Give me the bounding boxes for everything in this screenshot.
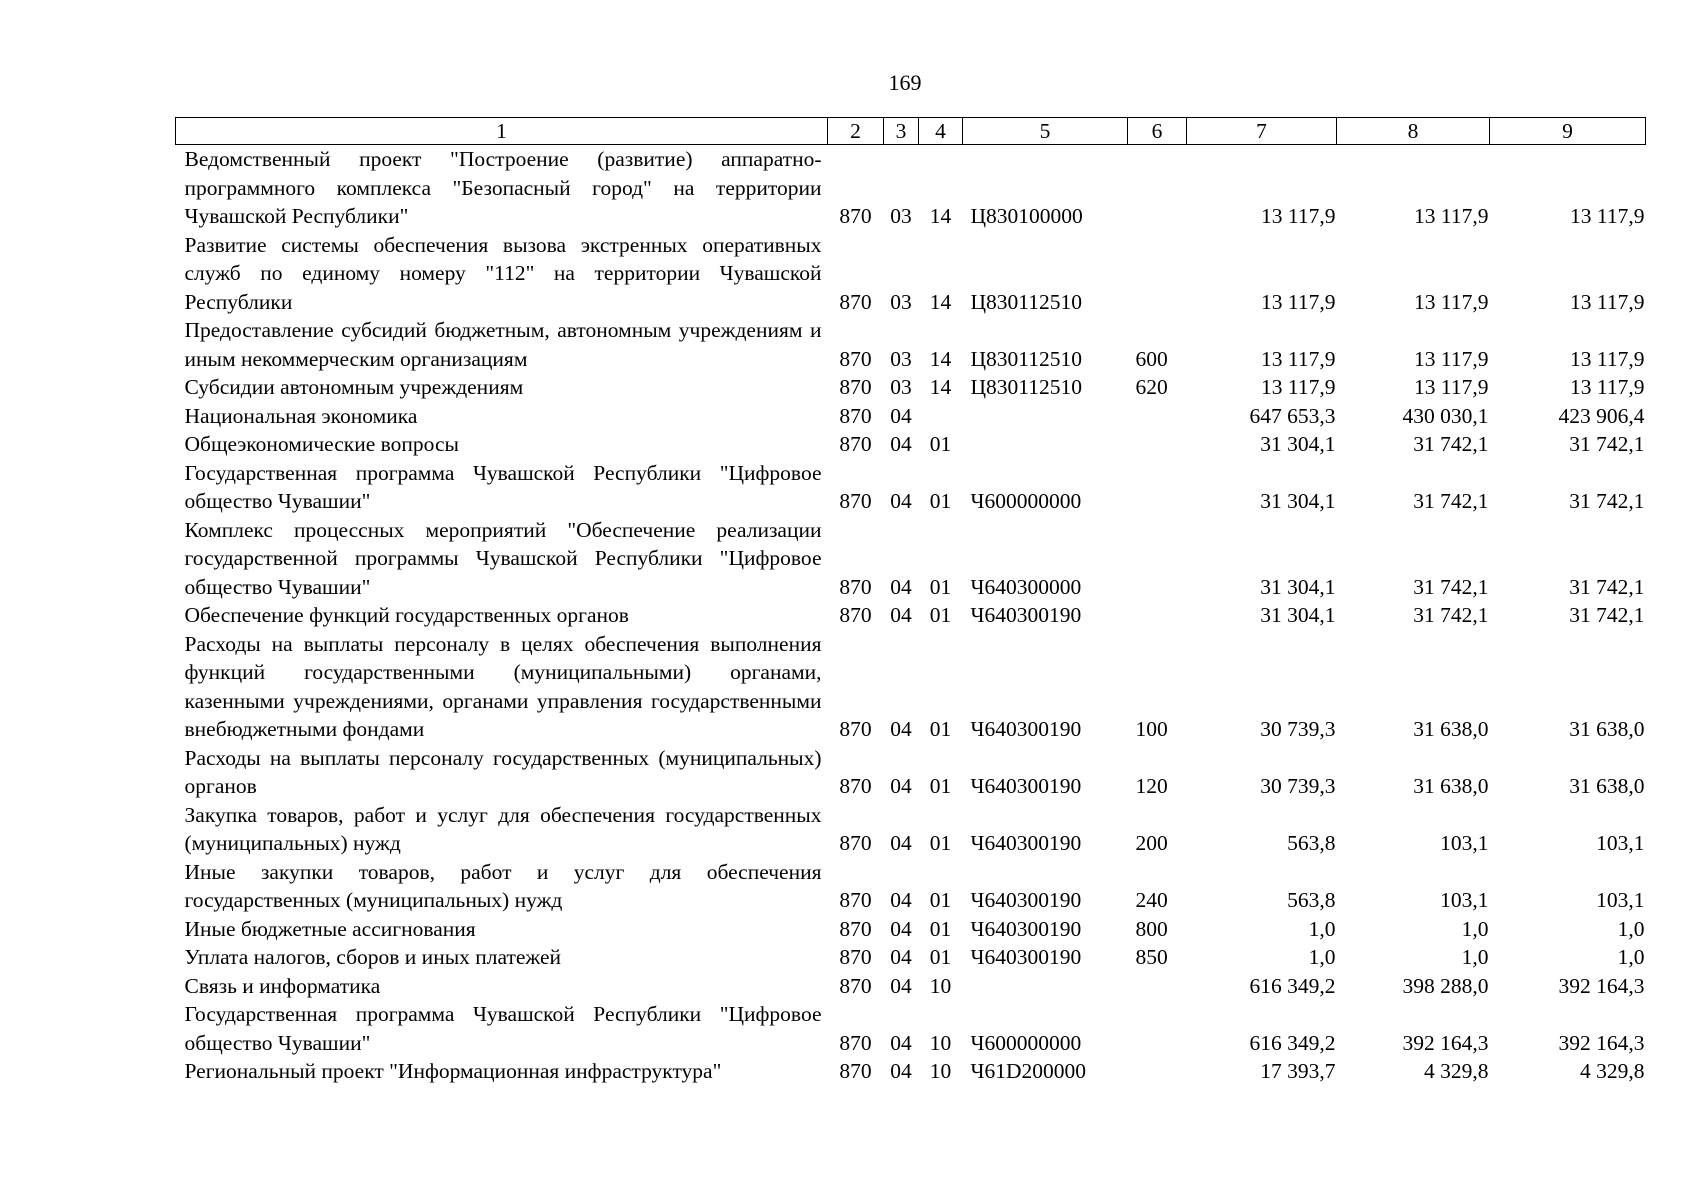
amount-year3-cell: 392 164,3 [1558,973,1645,998]
row-name-cell: Государственная программа Чувашской Республики "Цифровое общество Чувашии" [184,1002,822,1055]
amount-year2-cell: 1,0 [1461,916,1489,941]
subsection-code-cell [919,402,963,431]
amount-year1-cell: 31 304,1 [1260,574,1336,599]
grbs-code-cell: 870 [839,1030,872,1055]
subsection-code-cell: 01 [929,916,952,941]
subsection-code-cell: 14 [929,375,952,399]
amount-year1-cell: 563,8 [1287,888,1336,912]
amount-year1-cell: 13 117,9 [1261,204,1336,228]
amount-year1-cell: 31 304,1 [1260,603,1336,627]
expense-type-cell: 600 [1135,346,1168,371]
amount-year3-cell: 31 742,1 [1569,432,1645,456]
table-row [176,858,1646,915]
column-header-8: 8 [1337,118,1490,145]
amount-year3-cell: 423 906,4 [1558,403,1645,428]
subsection-code-cell: 14 [929,204,952,228]
column-header-5: 5 [963,118,1128,145]
target-article-cell: Ц830112510 [970,346,1082,371]
grbs-code-cell: 870 [839,574,872,599]
amount-year2-cell: 13 117,9 [1414,289,1489,314]
target-article-cell: Ч61D200000 [970,1059,1086,1083]
table-row [176,1000,1646,1057]
column-header-4: 4 [919,118,963,145]
expense-type-cell [1128,430,1187,459]
amount-year2-cell: 31 742,1 [1413,603,1489,627]
row-name-cell: Комплекс процессных мероприятий "Обеспечение реализации государственной программы Чувашской Республики "Цифровое общество Чувашии" [184,517,822,599]
table-row [176,516,1646,602]
section-code-cell: 04 [890,717,912,741]
amount-year2-cell: 31 742,1 [1413,432,1489,456]
grbs-code-cell: 870 [839,375,872,399]
amount-year3-cell: 1,0 [1617,945,1645,969]
expense-type-cell [1128,1057,1187,1086]
subsection-code-cell: 01 [929,432,952,456]
expense-type-cell: 100 [1135,717,1168,741]
subsection-code-cell: 01 [929,489,952,513]
grbs-code-cell: 870 [839,774,872,798]
amount-year3-cell: 1,0 [1617,916,1645,941]
expense-type-cell [1128,231,1187,317]
target-article-cell [963,430,1128,459]
column-header-3: 3 [884,118,919,145]
amount-year2-cell: 103,1 [1440,888,1489,912]
amount-year3-cell: 31 742,1 [1569,574,1645,599]
amount-year3-cell: 4 329,8 [1580,1059,1645,1083]
grbs-code-cell: 870 [839,888,872,912]
expense-type-cell: 620 [1135,375,1168,399]
target-article-cell: Ч640300190 [970,888,1082,912]
amount-year2-cell: 31 742,1 [1413,489,1489,513]
target-article-cell: Ч640300190 [970,831,1082,855]
amount-year1-cell: 31 304,1 [1260,432,1336,456]
table-row [176,145,1646,231]
row-name-cell: Ведомственный проект "Построение (развитие) аппаратно-программного комплекса "Безопасный город" на территории Чувашской Республики" [184,147,822,228]
expense-type-cell [1128,516,1187,602]
row-name-cell: Расходы на выплаты персоналу в целях обеспечения выполнения функций государственными (муниципальными) органами, казенными учреждениями, органами управления государственными внебюджетными фондами [184,631,822,741]
subsection-code-cell: 14 [929,346,952,371]
subsection-code-cell: 10 [929,1030,952,1055]
section-code-cell: 04 [890,403,912,428]
amount-year1-cell: 13 117,9 [1261,289,1336,314]
amount-year2-cell: 4 329,8 [1424,1059,1489,1083]
amount-year3-cell: 31 742,1 [1569,489,1645,513]
table-row [176,601,1646,630]
table-row [176,373,1646,402]
grbs-code-cell: 870 [839,432,872,456]
table-row [176,316,1646,373]
page-number: 169 [888,70,922,95]
subsection-code-cell: 01 [929,603,952,627]
expense-type-cell [1128,145,1187,231]
expense-type-cell: 120 [1135,774,1168,798]
grbs-code-cell: 870 [839,204,872,228]
amount-year3-cell: 31 638,0 [1569,774,1645,798]
target-article-cell: Ц830112510 [970,375,1082,399]
amount-year1-cell: 17 393,7 [1260,1059,1336,1083]
row-name-cell: Иные бюджетные ассигнования [184,916,476,941]
table-row [176,430,1646,459]
target-article-cell: Ч640300190 [970,945,1082,969]
target-article-cell: Ч600000000 [970,489,1082,513]
amount-year1-cell: 30 739,3 [1260,774,1336,798]
grbs-code-cell: 870 [839,945,872,969]
row-name-cell: Обеспечение функций государственных органов [184,603,629,627]
grbs-code-cell: 870 [839,1059,872,1083]
table-body [176,145,1646,1086]
table-row [176,943,1646,972]
amount-year1-cell: 13 117,9 [1261,375,1336,399]
grbs-code-cell: 870 [839,289,872,314]
row-name-cell: Расходы на выплаты персоналу государственных (муниципальных) органов [184,745,822,798]
target-article-cell: Ч640300190 [970,717,1082,741]
row-name-cell: Общеэкономические вопросы [184,432,459,456]
row-name-cell: Субсидии автономным учреждениям [184,375,524,399]
table-row [176,630,1646,744]
subsection-code-cell: 01 [929,888,952,912]
section-code-cell: 04 [890,574,912,599]
amount-year3-cell: 392 164,3 [1558,1030,1645,1055]
section-code-cell: 03 [890,346,912,371]
section-code-cell: 04 [890,489,912,513]
expense-type-cell: 240 [1135,888,1168,912]
amount-year3-cell: 13 117,9 [1570,375,1645,399]
table-row [176,972,1646,1001]
amount-year1-cell: 616 349,2 [1249,973,1336,998]
grbs-code-cell: 870 [839,717,872,741]
column-header-2: 2 [828,118,884,145]
section-code-cell: 04 [890,973,912,998]
row-name-cell: Иные закупки товаров, работ и услуг для обеспечения государственных (муниципальных) нужд [184,859,822,912]
amount-year2-cell: 31 638,0 [1413,774,1489,798]
table-row [176,231,1646,317]
amount-year1-cell: 30 739,3 [1260,717,1336,741]
table-row [176,915,1646,944]
amount-year1-cell: 31 304,1 [1260,489,1336,513]
amount-year2-cell: 13 117,9 [1414,375,1489,399]
table-row [176,459,1646,516]
row-name-cell: Развитие системы обеспечения вызова экстренных оперативных служб по единому номеру "112" на территории Чувашской Республики [184,232,822,314]
row-name-cell: Закупка товаров, работ и услуг для обеспечения государственных (муниципальных) нужд [184,802,822,855]
amount-year3-cell: 103,1 [1596,831,1645,855]
column-header-9: 9 [1490,118,1646,145]
target-article-cell: Ц830112510 [970,289,1082,314]
amount-year2-cell: 13 117,9 [1414,346,1489,371]
header-row [176,118,1646,145]
target-article-cell: Ч640300190 [970,916,1082,941]
expense-type-cell [1128,601,1187,630]
subsection-code-cell: 01 [929,774,952,798]
expense-type-cell [1128,972,1187,1001]
table-row [176,744,1646,801]
amount-year2-cell: 392 164,3 [1402,1030,1489,1055]
section-code-cell: 04 [890,603,912,627]
amount-year3-cell: 13 117,9 [1570,289,1645,314]
column-header-7: 7 [1187,118,1337,145]
section-code-cell: 03 [890,289,912,314]
section-code-cell: 04 [890,1030,912,1055]
row-name-cell: Национальная экономика [184,403,418,428]
grbs-code-cell: 870 [839,403,872,428]
subsection-code-cell: 10 [929,973,952,998]
amount-year3-cell: 31 742,1 [1569,603,1645,627]
table-row [176,1057,1646,1086]
row-name-cell: Связь и информатика [184,973,381,998]
amount-year2-cell: 31 638,0 [1413,717,1489,741]
amount-year1-cell: 13 117,9 [1261,346,1336,371]
table-row [176,402,1646,431]
section-code-cell: 04 [890,831,912,855]
section-code-cell: 03 [890,375,912,399]
subsection-code-cell: 01 [929,574,952,599]
amount-year2-cell: 430 030,1 [1402,403,1489,428]
grbs-code-cell: 870 [839,831,872,855]
section-code-cell: 04 [890,1059,912,1083]
subsection-code-cell: 01 [929,831,952,855]
section-code-cell: 04 [890,432,912,456]
column-header-6: 6 [1128,118,1187,145]
amount-year3-cell: 31 638,0 [1569,717,1645,741]
amount-year1-cell: 647 653,3 [1249,403,1336,428]
grbs-code-cell: 870 [839,603,872,627]
subsection-code-cell: 14 [929,289,952,314]
amount-year2-cell: 103,1 [1440,831,1489,855]
amount-year1-cell: 1,0 [1308,916,1336,941]
grbs-code-cell: 870 [839,346,872,371]
table-header [176,118,1646,145]
budget-table [175,117,1646,1086]
amount-year1-cell: 563,8 [1287,831,1336,855]
row-name-cell: Уплата налогов, сборов и иных платежей [184,945,562,969]
expense-type-cell: 800 [1135,916,1168,941]
column-header-1: 1 [176,118,828,145]
amount-year1-cell: 616 349,2 [1249,1030,1336,1055]
target-article-cell [963,972,1128,1001]
expense-type-cell [1128,459,1187,516]
grbs-code-cell: 870 [839,973,872,998]
target-article-cell: Ч600000000 [970,1030,1082,1055]
subsection-code-cell: 01 [929,945,952,969]
amount-year2-cell: 13 117,9 [1414,204,1489,228]
section-code-cell: 04 [890,945,912,969]
amount-year2-cell: 1,0 [1461,945,1489,969]
amount-year3-cell: 13 117,9 [1570,346,1645,371]
expense-type-cell [1128,402,1187,431]
target-article-cell [963,402,1128,431]
subsection-code-cell: 10 [929,1059,952,1083]
target-article-cell: Ц830100000 [970,204,1083,228]
target-article-cell: Ч640300000 [970,574,1082,599]
row-name-cell: Государственная программа Чувашской Республики "Цифровое общество Чувашии" [184,460,822,513]
section-code-cell: 04 [890,916,912,941]
section-code-cell: 04 [890,888,912,912]
target-article-cell: Ч640300190 [970,774,1082,798]
amount-year2-cell: 31 742,1 [1413,574,1489,599]
amount-year2-cell: 398 288,0 [1402,973,1489,998]
amount-year1-cell: 1,0 [1308,945,1336,969]
row-name-cell: Региональный проект "Информационная инфраструктура" [184,1059,722,1083]
amount-year3-cell: 13 117,9 [1570,204,1645,228]
expense-type-cell: 850 [1135,945,1168,969]
section-code-cell: 04 [890,774,912,798]
grbs-code-cell: 870 [839,916,872,941]
subsection-code-cell: 01 [929,717,952,741]
row-name-cell: Предоставление субсидий бюджетным, автономным учреждениям и иным некоммерческим организациям [184,318,822,371]
expense-type-cell [1128,1000,1187,1057]
table-row [176,801,1646,858]
grbs-code-cell: 870 [839,489,872,513]
target-article-cell: Ч640300190 [970,603,1082,627]
amount-year3-cell: 103,1 [1596,888,1645,912]
section-code-cell: 03 [890,204,912,228]
expense-type-cell: 200 [1135,831,1168,855]
